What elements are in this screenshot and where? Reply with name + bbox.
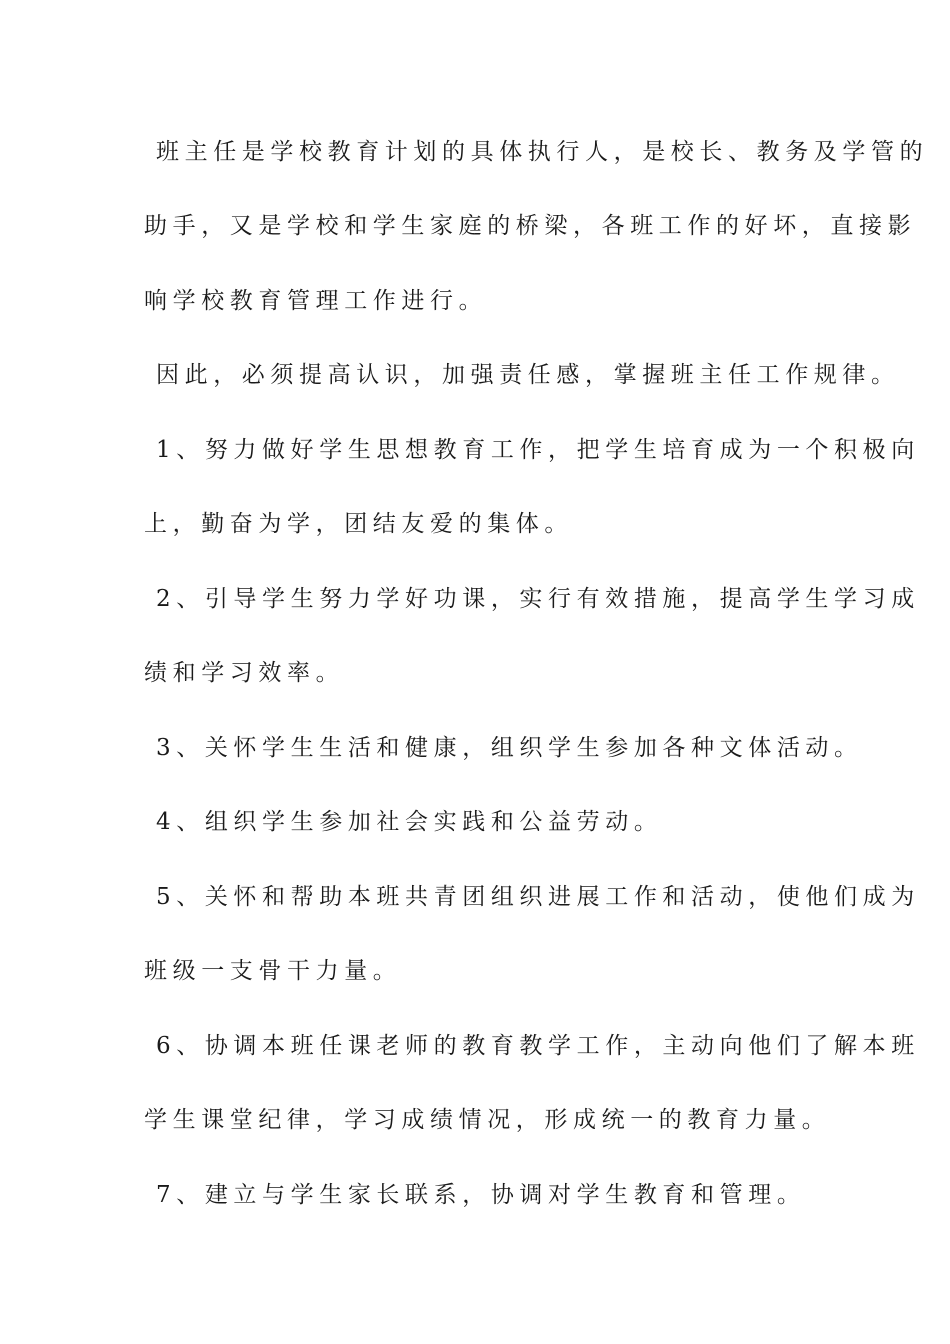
item-6-line-1: 6、协调本班任课老师的教育教学工作，主动向他们了解本班 [156,1033,920,1059]
item-6-line-2: 学生课堂纪律，学习成绩情况，形成统一的教育力量。 [144,1107,831,1133]
paragraph-2-line-1: 因此，必须提高认识，加强责任感，掌握班主任工作规律。 [156,362,900,388]
item-3-line-1: 3、关怀学生生活和健康，组织学生参加各种文体活动。 [156,735,863,761]
item-1-line-2: 上，勤奋为学，团结友爱的集体。 [144,511,573,537]
paragraph-1-line-1: 班主任是学校教育计划的具体执行人，是校长、教务及学管的 [156,139,929,165]
item-2-line-1: 2、引导学生努力学好功课，实行有效措施，提高学生学习成 [156,586,920,612]
item-2-line-2: 绩和学习效率。 [144,660,345,686]
item-5-line-2: 班级一支骨干力量。 [144,958,402,984]
paragraph-1-line-2: 助手，又是学校和学生家庭的桥梁，各班工作的好坏，直接影 [144,213,917,239]
item-4-line-1: 4、组织学生参加社会实践和公益劳动。 [156,809,663,835]
item-5-line-1: 5、关怀和帮助本班共青团组织进展工作和活动，使他们成为 [156,884,920,910]
item-1-line-1: 1、努力做好学生思想教育工作，把学生培育成为一个积极向 [156,437,920,463]
item-7-line-1: 7、建立与学生家长联系，协调对学生教育和管理。 [156,1182,806,1208]
paragraph-1-line-3: 响学校教育管理工作进行。 [144,288,488,314]
